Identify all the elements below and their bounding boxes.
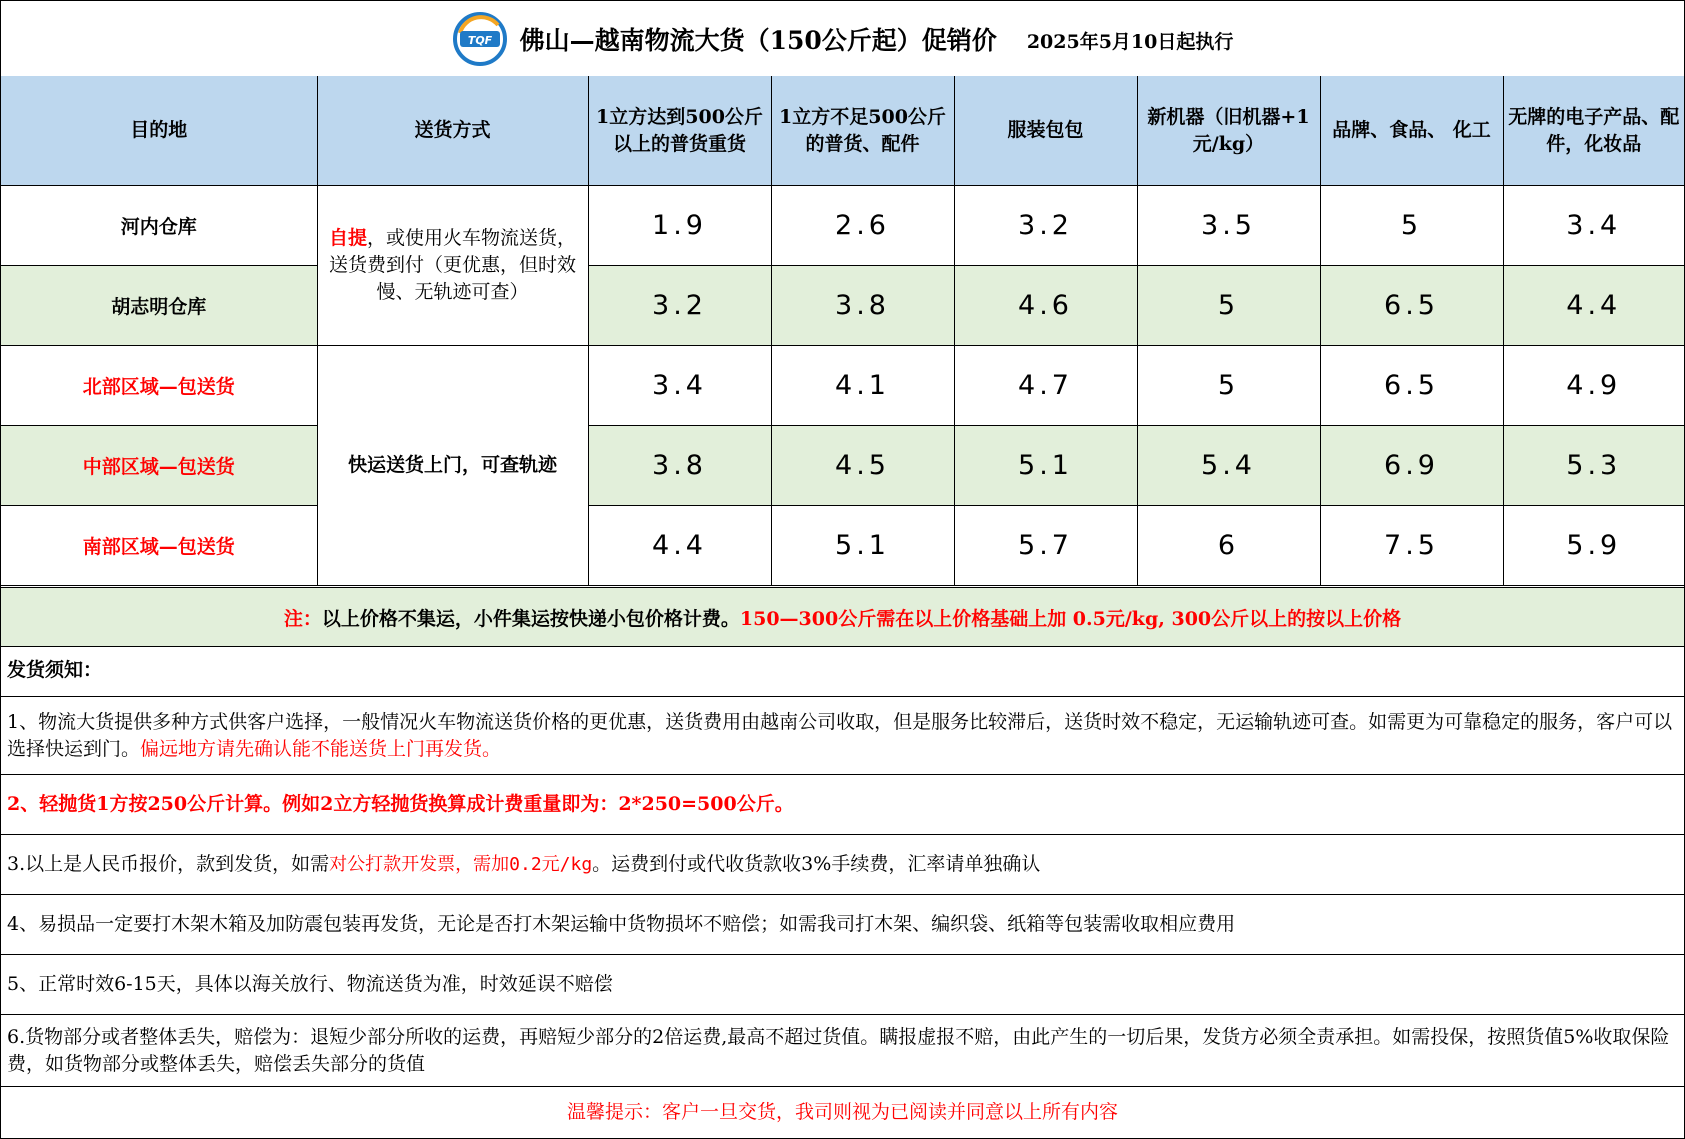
price-cell: 4.9 xyxy=(1503,346,1684,426)
notice-item-1-text: 1、物流大货提供多种方式供客户选择，一般情况火车物流送货价格的更优惠，送货费用由越南公司收取，但是服务比较滞后，送货时效不稳定，无运输轨迹可查。如需更为可靠稳定的服务，客户可以选择快运到门。 xyxy=(7,710,1673,760)
price-cell: 5.1 xyxy=(954,426,1137,506)
title-row xyxy=(1,1,1684,77)
price-cell: 3.2 xyxy=(954,186,1137,266)
note-text: 以上价格不集运，小件集运按快递小包价格计费。 xyxy=(321,607,740,630)
destination-cell: 胡志明仓库 xyxy=(1,266,317,346)
price-cell: 4.5 xyxy=(771,426,954,506)
table-row xyxy=(1,186,1684,266)
table-header-row xyxy=(1,76,1684,186)
price-note xyxy=(1,587,1684,647)
method-pickup-highlight: 自提 xyxy=(328,227,367,249)
company-logo xyxy=(452,11,508,67)
price-cell: 5.7 xyxy=(954,506,1137,586)
price-cell: 6 xyxy=(1137,506,1320,586)
notice-item-4: 4、易损品一定要打木架木箱及加防震包装再发货，无论是否打木架运输中货物损坏不赔偿；如需我司打木架、编织袋、纸箱等包装需收取相应费用 xyxy=(1,895,1684,955)
reminder: 温馨提示：客户一旦交货，我司则视为已阅读并同意以上所有内容 xyxy=(566,1101,1118,1123)
price-cell: 6.5 xyxy=(1320,346,1503,426)
price-cell: 4.6 xyxy=(954,266,1137,346)
table-row xyxy=(1,506,1684,586)
header-col2: 1立方不足500公斤的普货、配件 xyxy=(771,76,954,186)
notice-item-6: 6.货物部分或者整体丢失，赔偿为：退短少部分所收的运费，再赔短少部分的2倍运费,最高不超过货值。瞒报虚报不赔，由此产生的一切后果，发货方必须全责承担。如需投保，按照货值5%收取保险费，如货物部分或整体丢失，赔偿丢失部分的货值 xyxy=(1,1015,1684,1087)
header-method: 送货方式 xyxy=(317,76,588,186)
header-col5: 品牌、食品、 化工 xyxy=(1320,76,1503,186)
price-cell: 3.5 xyxy=(1137,186,1320,266)
price-cell: 4.7 xyxy=(954,346,1137,426)
price-cell: 2.6 xyxy=(771,186,954,266)
shipping-notice-heading: 发货须知： xyxy=(1,645,1684,697)
price-cell: 5 xyxy=(1137,266,1320,346)
notice-item-1-highlight: 偏远地方请先确认能不能送货上门再发货。 xyxy=(140,737,502,760)
table-row xyxy=(1,266,1684,346)
note-label: 注： xyxy=(283,607,322,630)
header-col4: 新机器（旧机器+1元/kg） xyxy=(1137,76,1320,186)
price-cell: 4.4 xyxy=(1503,266,1684,346)
destination-cell: 南部区域—包送货 xyxy=(1,506,317,586)
table-row xyxy=(1,426,1684,506)
price-cell: 4.4 xyxy=(588,506,771,586)
price-cell: 3.2 xyxy=(588,266,771,346)
header-col3: 服装包包 xyxy=(954,76,1137,186)
destination-cell: 河内仓库 xyxy=(1,186,317,266)
price-cell: 3.4 xyxy=(1503,186,1684,266)
method-express: 快运送货上门，可查轨迹 xyxy=(317,346,588,586)
destination-cell: 中部区域—包送货 xyxy=(1,426,317,506)
notice-item-5: 5、正常时效6-15天，具体以海关放行、物流送货为准，时效延误不赔偿 xyxy=(1,955,1684,1015)
table-row xyxy=(1,346,1684,426)
price-cell: 4.1 xyxy=(771,346,954,426)
effective-date: 2025年5月10日起执行 xyxy=(1026,31,1234,53)
price-cell: 5 xyxy=(1320,186,1503,266)
method-pickup-text: ，或使用火车物流送货，送货费到付（更优惠，但时效慢、无轨迹可查） xyxy=(328,227,577,303)
notice-item-2: 2、轻抛货1方按250公斤计算。例如2立方轻抛货换算成计费重量即为：2*250=500公斤。 xyxy=(1,775,1684,835)
price-cell: 6.9 xyxy=(1320,426,1503,506)
header-col1: 1立方达到500公斤以上的普货重货 xyxy=(588,76,771,186)
notice-item-1 xyxy=(1,697,1684,775)
price-table xyxy=(1,76,1684,586)
price-cell: 5.3 xyxy=(1503,426,1684,506)
header-col6: 无牌的电子产品、配件，化妆品 xyxy=(1503,76,1684,186)
notice-item-3-text-a: 3.以上是人民币报价，款到发货，如需 xyxy=(7,853,330,875)
destination-cell: 北部区域—包送货 xyxy=(1,346,317,426)
page-title: 佛山—越南物流大货（150公斤起）促销价 xyxy=(519,25,997,55)
price-cell: 5.4 xyxy=(1137,426,1320,506)
notice-item-3-text-b: 。运费到付或代收货款收3%手续费，汇率请单独确认 xyxy=(592,853,1041,875)
price-cell: 1.9 xyxy=(588,186,771,266)
price-cell: 3.8 xyxy=(588,426,771,506)
price-cell: 3.4 xyxy=(588,346,771,426)
price-cell: 5 xyxy=(1137,346,1320,426)
price-cell: 5.1 xyxy=(771,506,954,586)
notice-item-3 xyxy=(1,835,1684,895)
header-destination: 目的地 xyxy=(1,76,317,186)
method-pickup xyxy=(317,186,588,346)
note-highlight: 150—300公斤需在以上价格基础上加 0.5元/kg, 300公斤以上的按以上价格 xyxy=(739,607,1402,630)
price-cell: 7.5 xyxy=(1320,506,1503,586)
notice-item-3-highlight: 对公打款开发票，需加0.2元/kg xyxy=(329,854,593,875)
price-cell: 3.8 xyxy=(771,266,954,346)
logo-text: TQF xyxy=(467,33,492,47)
price-cell: 6.5 xyxy=(1320,266,1503,346)
price-cell: 5.9 xyxy=(1503,506,1684,586)
